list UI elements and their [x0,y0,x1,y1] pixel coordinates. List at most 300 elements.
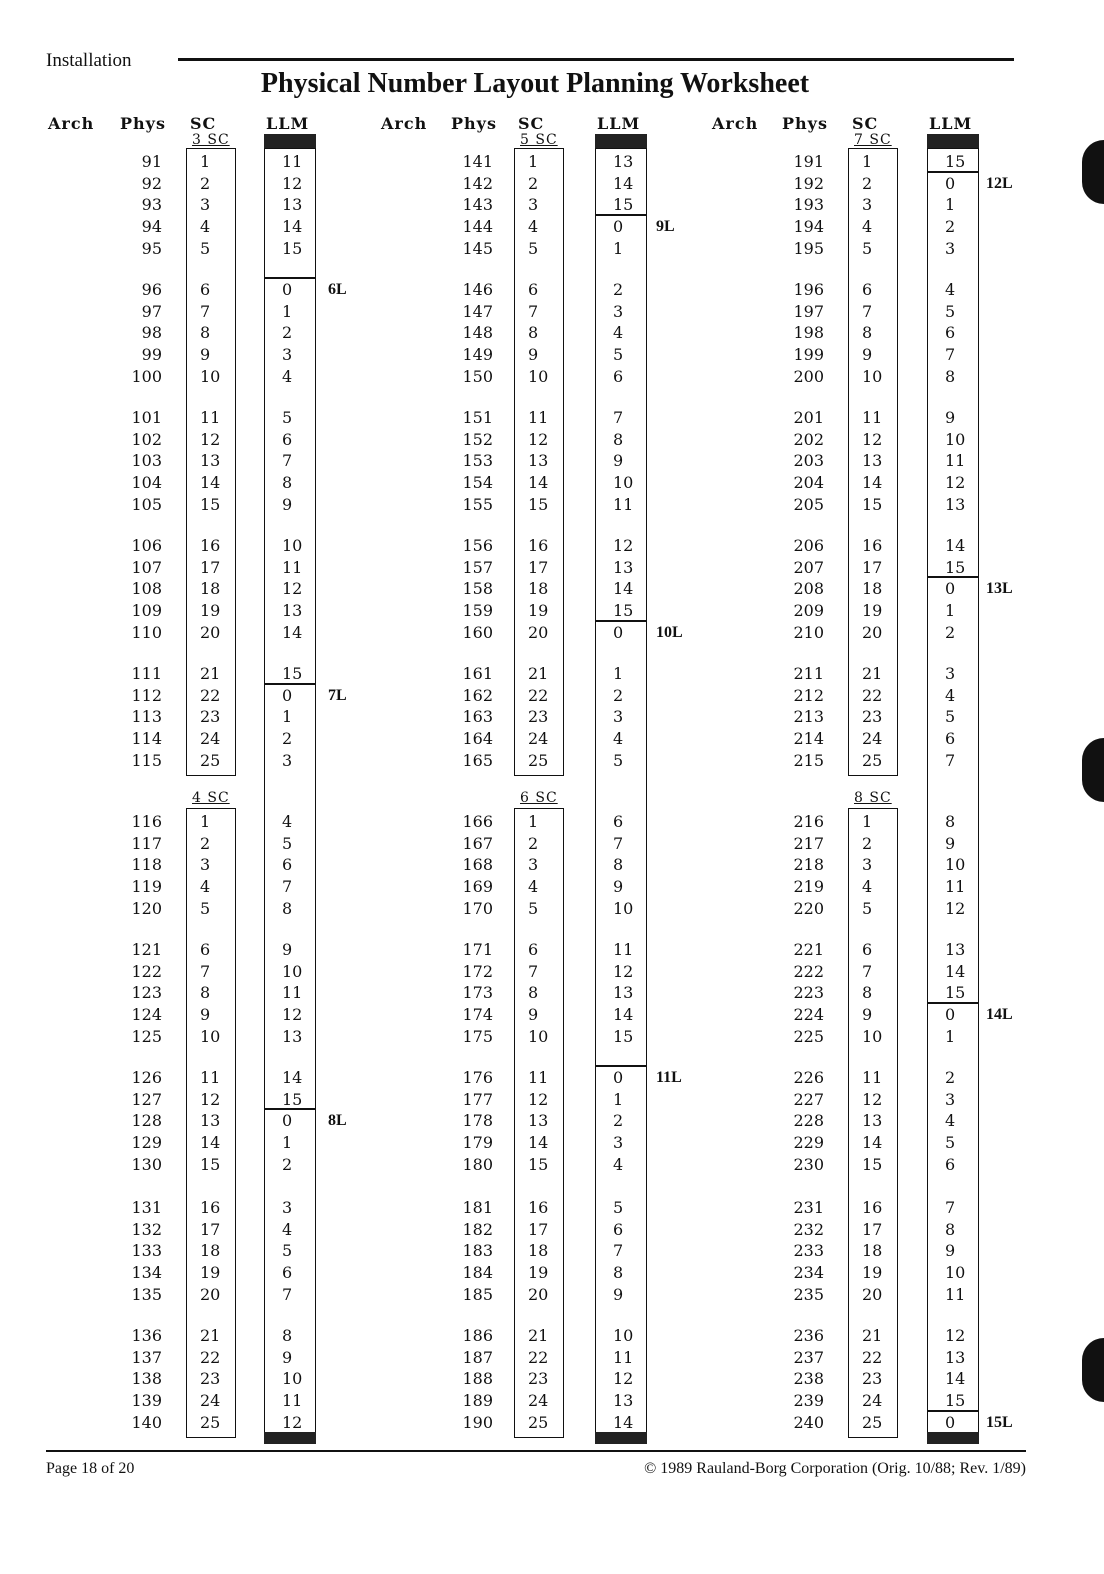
llm-slot: 1 [945,601,956,621]
sc-slot: 11 [200,1068,221,1087]
sc-slot: 25 [862,1412,883,1432]
sc-slot: 5 [528,898,539,918]
binder-tab-mark [1082,140,1104,204]
sc-group-label: 6 SC [520,790,558,806]
phys-number: 200 [793,366,824,386]
llm-slot: 13 [613,152,634,171]
phys-number: 109 [131,601,162,621]
sc-slot: 24 [200,729,221,749]
llm-slot: 5 [945,301,956,321]
sc-slot: 5 [862,898,873,918]
llm-shade-top [264,134,316,148]
llm-group-box [927,1003,979,1411]
llm-slot: 5 [282,408,293,427]
phys-number: 175 [462,1026,493,1046]
llm-slot: 9 [945,1241,956,1261]
llm-slot: 0 [282,280,293,299]
sc-slot: 13 [200,451,221,471]
sc-slot: 7 [862,301,873,321]
phys-number: 116 [131,812,162,831]
column-header-arch: Arch [48,114,95,133]
sc-slot: 21 [862,664,883,683]
llm-slot: 8 [613,855,624,875]
llm-slot: 10 [613,473,634,493]
phys-number: 124 [131,1005,162,1025]
sc-slot: 9 [528,1005,539,1025]
llm-slot: 3 [945,664,956,683]
sc-slot: 14 [528,1133,549,1153]
phys-number: 149 [462,345,493,365]
sc-slot: 3 [200,855,211,875]
llm-slot: 2 [282,729,293,749]
sc-slot: 7 [528,301,539,321]
sc-slot: 22 [862,1347,883,1367]
sc-slot: 9 [200,345,211,365]
phys-number: 105 [131,494,162,514]
llm-slot: 14 [945,1369,966,1389]
phys-number: 97 [141,301,162,321]
binder-tab-mark [1082,738,1104,802]
sc-slot: 22 [528,685,549,705]
llm-slot: 15 [613,601,634,621]
llm-slot: 2 [282,323,293,343]
llm-slot: 15 [282,1089,303,1109]
phys-number: 190 [462,1412,493,1432]
sc-slot: 20 [528,622,549,642]
phys-number: 234 [793,1263,824,1283]
phys-number: 216 [793,812,824,831]
phys-number: 205 [793,494,824,514]
sc-slot: 4 [200,877,211,897]
llm-slot: 4 [945,685,956,705]
sc-slot: 16 [528,536,549,555]
phys-number: 131 [131,1198,162,1217]
top-rule [178,58,1014,61]
phys-number: 219 [793,877,824,897]
sc-slot: 11 [528,408,549,427]
sc-slot: 15 [862,494,883,514]
llm-slot: 9 [282,494,293,514]
sc-slot: 12 [528,429,549,449]
phys-number: 203 [793,451,824,471]
sc-slot: 12 [862,1089,883,1109]
llm-group-box [264,1109,316,1438]
phys-number: 148 [462,323,493,343]
column-header-sc: SC [518,114,545,133]
sc-group-label: 3 SC [192,132,230,148]
column-header-arch: Arch [381,114,428,133]
llm-slot: 9 [945,408,956,427]
llm-slot: 14 [613,173,634,193]
sc-slot: 16 [200,536,221,555]
sc-slot: 19 [528,601,549,621]
phys-number: 209 [793,601,824,621]
sc-slot: 11 [862,408,883,427]
phys-number: 233 [793,1241,824,1261]
llm-group-box [927,172,979,578]
llm-shade-top [595,134,647,148]
llm-slot: 13 [613,557,634,577]
llm-slot: 11 [945,877,966,897]
sc-slot: 6 [200,940,211,959]
phys-number: 113 [131,707,162,727]
phys-number: 177 [462,1089,493,1109]
sc-slot: 23 [862,1369,883,1389]
sc-slot: 9 [528,345,539,365]
llm-slot: 6 [945,729,956,749]
sc-slot: 7 [528,961,539,981]
llm-slot: 9 [613,451,624,471]
llm-slot: 0 [613,1068,624,1087]
phys-number: 127 [131,1089,162,1109]
sc-group-label: 5 SC [520,132,558,148]
phys-number: 132 [131,1219,162,1239]
llm-slot: 15 [613,1026,634,1046]
sc-slot: 22 [528,1347,549,1367]
phys-number: 138 [131,1369,162,1389]
phys-number: 218 [793,855,824,875]
llm-slot: 9 [282,1347,293,1367]
llm-slot: 14 [613,579,634,599]
llm-slot: 2 [282,1154,293,1174]
phys-number: 163 [462,707,493,727]
llm-slot: 1 [613,238,624,258]
sc-group-box [514,148,564,776]
section-label: Installation [46,50,132,71]
sc-slot: 3 [528,195,539,215]
phys-number: 225 [793,1026,824,1046]
sc-slot: 19 [528,1263,549,1283]
llm-slot: 5 [282,833,293,853]
sc-slot: 8 [862,983,873,1003]
phys-number: 146 [462,280,493,299]
phys-number: 129 [131,1133,162,1153]
sc-slot: 2 [200,173,211,193]
llm-slot: 0 [945,1412,956,1432]
sc-slot: 17 [528,1219,549,1239]
llm-slot: 11 [613,1347,634,1367]
llm-slot: 15 [945,983,966,1003]
sc-slot: 5 [200,898,211,918]
llm-group-box [264,684,316,1110]
sc-slot: 6 [528,280,539,299]
phys-number: 178 [462,1111,493,1131]
phys-number: 220 [793,898,824,918]
sc-slot: 8 [862,323,873,343]
llm-slot: 1 [945,195,956,215]
phys-number: 186 [462,1326,493,1345]
llm-group-box [264,148,316,278]
llm-slot: 4 [613,729,624,749]
sc-slot: 2 [200,833,211,853]
llm-slot: 1 [945,1026,956,1046]
sc-slot: 15 [862,1154,883,1174]
llm-group-box [595,1066,647,1438]
phys-number: 153 [462,451,493,471]
llm-slot: 4 [945,280,956,299]
llm-tag: 13L [986,580,1013,598]
sc-slot: 8 [528,983,539,1003]
llm-slot: 15 [945,557,966,577]
sc-slot: 12 [528,1089,549,1109]
sc-slot: 1 [862,812,873,831]
phys-number: 195 [793,238,824,258]
sc-slot: 19 [200,601,221,621]
phys-number: 188 [462,1369,493,1389]
sc-slot: 4 [200,217,211,237]
phys-number: 145 [462,238,493,258]
phys-number: 227 [793,1089,824,1109]
llm-slot: 13 [945,940,966,959]
llm-slot: 8 [945,812,956,831]
phys-number: 115 [131,750,162,770]
sc-slot: 6 [200,280,211,299]
sc-slot: 21 [528,1326,549,1345]
llm-slot: 4 [282,1219,293,1239]
llm-tag: 11L [656,1069,682,1086]
llm-slot: 9 [613,1284,624,1304]
sc-slot: 1 [862,152,873,171]
llm-slot: 3 [613,1133,624,1153]
llm-slot: 15 [945,1391,966,1411]
sc-slot: 10 [528,366,549,386]
sc-slot: 25 [200,750,221,770]
llm-slot: 0 [945,173,956,193]
sc-slot: 23 [862,707,883,727]
llm-slot: 2 [613,280,624,299]
sc-slot: 14 [200,473,221,493]
llm-shade-bottom [264,1432,316,1444]
phys-number: 217 [793,833,824,853]
phys-number: 108 [131,579,162,599]
phys-number: 122 [131,961,162,981]
sc-slot: 16 [862,1198,883,1217]
llm-slot: 0 [282,685,293,705]
phys-number: 137 [131,1347,162,1367]
phys-number: 165 [462,750,493,770]
phys-number: 207 [793,557,824,577]
phys-number: 211 [793,664,824,683]
sc-slot: 20 [528,1284,549,1304]
phys-number: 171 [462,940,493,959]
llm-slot: 14 [613,1005,634,1025]
phys-number: 160 [462,622,493,642]
sc-slot: 1 [200,152,211,171]
phys-number: 184 [462,1263,493,1283]
llm-slot: 7 [613,833,624,853]
phys-number: 223 [793,983,824,1003]
llm-slot: 13 [282,195,303,215]
llm-slot: 7 [945,1198,956,1217]
llm-slot: 6 [613,1219,624,1239]
sc-group-label: 7 SC [854,132,892,148]
sc-slot: 1 [528,812,539,831]
sc-group-label: 4 SC [192,790,230,806]
sc-slot: 16 [862,536,883,555]
sc-slot: 15 [528,1154,549,1174]
phys-number: 189 [462,1391,493,1411]
llm-slot: 2 [945,1068,956,1087]
llm-slot: 10 [945,429,966,449]
llm-slot: 13 [945,1347,966,1367]
llm-slot: 13 [945,494,966,514]
llm-slot: 2 [613,685,624,705]
llm-slot: 12 [613,536,634,555]
phys-number: 187 [462,1347,493,1367]
phys-number: 91 [141,152,162,171]
sc-slot: 25 [528,1412,549,1432]
llm-slot: 7 [282,1284,293,1304]
phys-number: 134 [131,1263,162,1283]
phys-number: 125 [131,1026,162,1046]
sc-slot: 4 [862,217,873,237]
llm-slot: 4 [613,323,624,343]
llm-slot: 12 [282,579,303,599]
phys-number: 169 [462,877,493,897]
sc-slot: 20 [862,1284,883,1304]
phys-number: 151 [462,408,493,427]
llm-tag: 8L [328,1112,347,1130]
llm-slot: 11 [613,494,634,514]
phys-number: 118 [131,855,162,875]
phys-number: 98 [141,323,162,343]
llm-group-box [927,148,979,172]
llm-slot: 1 [282,707,293,727]
llm-slot: 7 [945,345,956,365]
sc-slot: 22 [200,1347,221,1367]
phys-number: 161 [462,664,493,683]
column-header-llm: LLM [597,114,641,133]
phys-number: 155 [462,494,493,514]
llm-slot: 13 [613,1391,634,1411]
sc-slot: 13 [200,1111,221,1131]
llm-slot: 4 [613,1154,624,1174]
sc-slot: 20 [862,622,883,642]
llm-slot: 10 [945,855,966,875]
llm-slot: 14 [282,217,303,237]
llm-slot: 7 [945,750,956,770]
llm-slot: 11 [282,152,303,171]
sc-slot: 14 [528,473,549,493]
column-header-llm: LLM [266,114,310,133]
llm-slot: 8 [613,1263,624,1283]
phys-number: 120 [131,898,162,918]
phys-number: 229 [793,1133,824,1153]
llm-slot: 7 [282,877,293,897]
llm-slot: 0 [282,1111,293,1131]
phys-number: 96 [141,280,162,299]
llm-slot: 3 [945,238,956,258]
sc-slot: 24 [528,729,549,749]
sc-slot: 24 [200,1391,221,1411]
sc-slot: 13 [528,451,549,471]
phys-number: 202 [793,429,824,449]
llm-slot: 15 [613,195,634,215]
phys-number: 226 [793,1068,824,1087]
phys-number: 92 [141,173,162,193]
sc-slot: 10 [200,1026,221,1046]
sc-slot: 9 [862,345,873,365]
sc-slot: 18 [862,579,883,599]
sc-slot: 10 [862,1026,883,1046]
sc-slot: 6 [862,280,873,299]
sc-slot: 5 [528,238,539,258]
phys-number: 95 [141,238,162,258]
llm-slot: 5 [613,345,624,365]
llm-slot: 6 [613,366,624,386]
phys-number: 111 [131,664,162,683]
phys-number: 107 [131,557,162,577]
llm-slot: 11 [945,1284,966,1304]
sc-slot: 1 [528,152,539,171]
sc-slot: 8 [200,983,211,1003]
llm-slot: 9 [282,940,293,959]
llm-tag: 9L [656,218,675,236]
column-header-phys: Phys [451,114,497,133]
phys-number: 162 [462,685,493,705]
sc-slot: 18 [200,579,221,599]
llm-slot: 1 [613,664,624,683]
phys-number: 180 [462,1154,493,1174]
sc-slot: 23 [528,707,549,727]
sc-slot: 20 [200,622,221,642]
llm-slot: 3 [282,1198,293,1217]
sc-slot: 23 [200,1369,221,1389]
phys-number: 198 [793,323,824,343]
phys-number: 213 [793,707,824,727]
sc-slot: 9 [200,1005,211,1025]
phys-number: 176 [462,1068,493,1087]
sc-group-label: 8 SC [854,790,892,806]
sc-slot: 16 [200,1198,221,1217]
sc-slot: 10 [862,366,883,386]
sc-slot: 13 [862,451,883,471]
llm-slot: 8 [282,1326,293,1345]
phys-number: 147 [462,301,493,321]
llm-shade-top [927,134,979,148]
sc-slot: 25 [200,1412,221,1432]
sc-slot: 17 [862,1219,883,1239]
sc-slot: 12 [862,429,883,449]
phys-number: 199 [793,345,824,365]
phys-number: 133 [131,1241,162,1261]
sc-slot: 25 [528,750,549,770]
phys-number: 228 [793,1111,824,1131]
phys-number: 130 [131,1154,162,1174]
phys-number: 232 [793,1219,824,1239]
llm-slot: 14 [282,1068,303,1087]
sc-slot: 2 [528,173,539,193]
phys-number: 231 [793,1198,824,1217]
sc-slot: 24 [862,729,883,749]
llm-slot: 10 [945,1263,966,1283]
phys-number: 119 [131,877,162,897]
phys-number: 181 [462,1198,493,1217]
bottom-rule [46,1450,1026,1452]
column-header-llm: LLM [929,114,973,133]
phys-number: 104 [131,473,162,493]
sc-slot: 3 [528,855,539,875]
sc-slot: 13 [528,1111,549,1131]
phys-number: 159 [462,601,493,621]
phys-number: 103 [131,451,162,471]
sc-slot: 19 [200,1263,221,1283]
sc-group-box [848,808,898,1438]
phys-number: 183 [462,1241,493,1261]
column-header-arch: Arch [712,114,759,133]
llm-slot: 9 [613,877,624,897]
sc-slot: 17 [200,557,221,577]
